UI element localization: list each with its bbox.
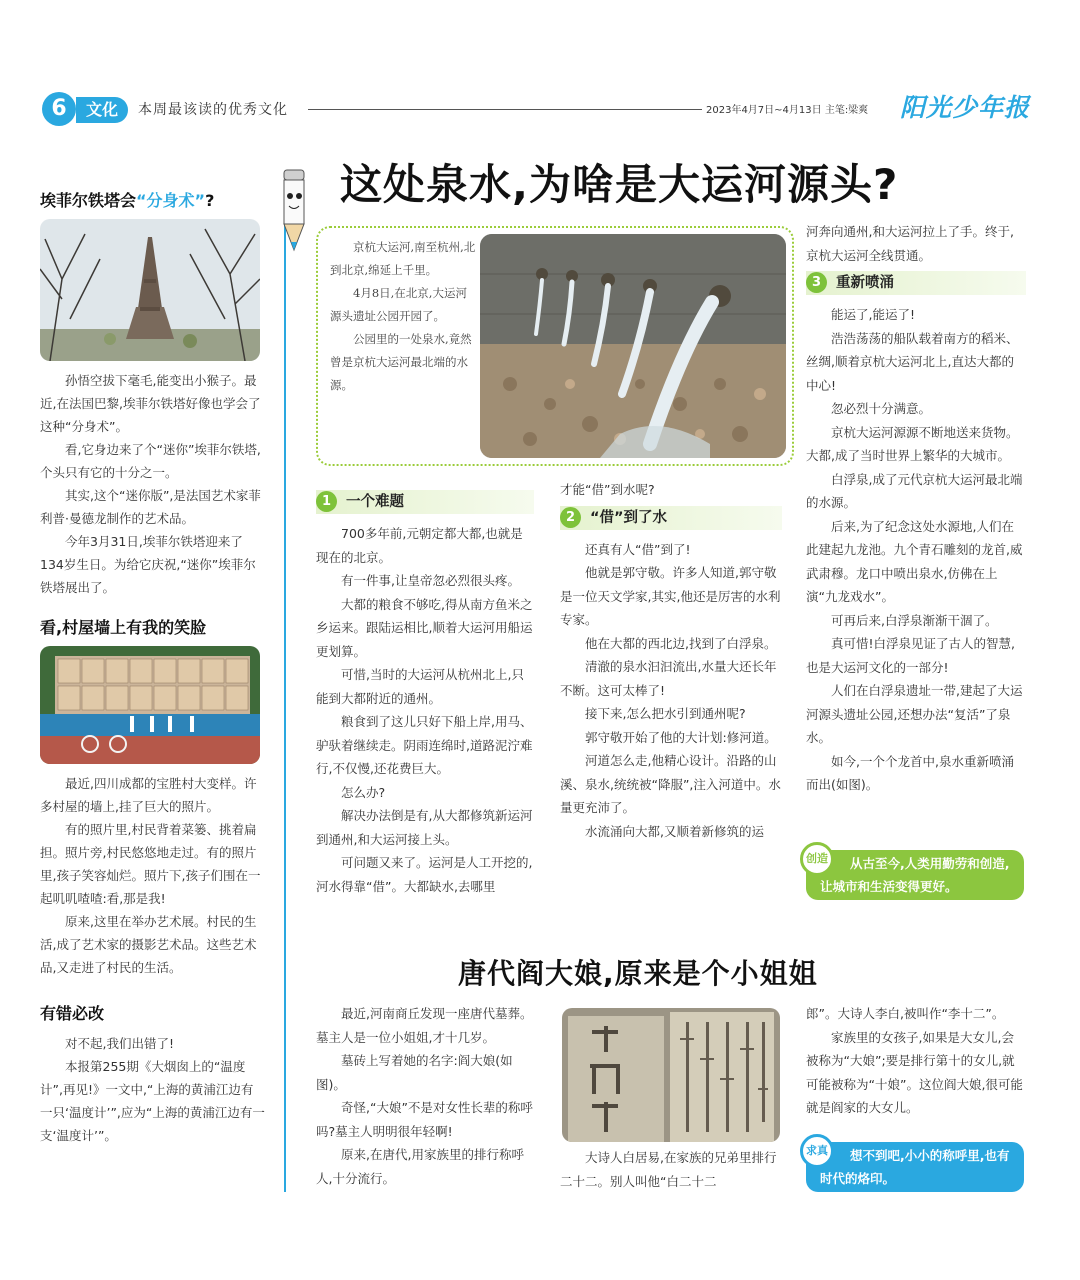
body-paragraph: 郎”。大诗人李白,被叫作“李十二”。 [806,1006,1005,1021]
newspaper-logo: 阳光少年报 [900,93,1031,122]
page-number: 6 [42,92,76,126]
section-tagline: 本周最该读的优秀文化 [138,102,288,118]
body-paragraph: 大都的粮食不够吃,得从南方鱼米之乡运来。跟陆运相比,顺着大运河用船运更划算。 [316,596,533,659]
body-paragraph: 可再后来,白浮泉渐渐干涸了。 [831,612,998,628]
village-paragraph: 有的照片里,村民背着菜篓、挑着扁担。照片旁,村民悠悠地走过。有的照片里,孩子笑容灿烂。照片下,孩子们围在一起叽叽喳喳:看,那是我! [40,822,261,906]
intro-box [316,226,794,466]
body-paragraph: 还真有人“借”到了! [585,541,691,557]
column-divider [284,220,286,1192]
body-paragraph: 他在大都的西北边,找到了白浮泉。 [585,635,777,651]
body-paragraph: 他就是郭守敬。许多人知道,郭守敬是一位天文学家,其实,他还是厉害的水利专家。 [560,565,781,627]
section-1-column [316,486,534,898]
correction-paragraph: 本报第255期《大烟囱上的“温度计”,再见!》一文中,“上海的黄浦江边有一只‘温度计’”,应为“上海的黄浦江边有一支‘温度计’”。 [40,1059,265,1143]
section-number: 1 [316,491,337,512]
body-paragraph: 能运了,能运了! [831,307,915,322]
note-label: 求真 [800,1134,834,1168]
body-paragraph: 可问题又来了。运河是人工开挖的,河水得靠“借”。大都缺水,去哪里 [316,855,533,894]
body-paragraph: 粮食到了这儿只好下船上岸,用马、驴驮着继续走。阴雨连绵时,道路泥泞难行,不仅慢,还花费巨大。 [316,714,533,776]
body-paragraph: 清澈的泉水汩汩流出,水量大还长年不断。这可太棒了! [560,659,777,698]
body-paragraph: 水流涌向大都,又顺着新修筑的运 [585,823,764,839]
body-paragraph: 奇怪,“大娘”不是对女性长辈的称呼吗?墓主人明明很年轻啊! [316,1100,533,1139]
section-number: 3 [806,272,827,293]
body-paragraph: 河道怎么走,他精心设计。沿路的山溪、泉水,统统被“降服”,注入河道中。水量更充沛了。 [560,753,781,815]
body-paragraph: 接下来,怎么把水引到通州呢? [585,706,746,721]
body-paragraph: 后来,为了纪念这处水源地,人们在此建起九龙池。九个青石雕刻的龙首,威武肃穆。龙口中喷出泉水,仿佛在上演“九龙戏水”。 [806,518,1023,604]
body-paragraph: 有一件事,让皇帝忽必烈很头疼。 [341,573,520,588]
eiffel-paragraph: 其实,这个“迷你版”,是法国艺术家菲利普·曼德龙制作的艺术品。 [40,488,261,526]
body-paragraph: 原来,在唐代,用家族里的排行称呼人,十分流行。 [316,1147,524,1186]
village-paragraph: 原来,这里在举办艺术展。村民的生活,成了艺术家的摄影艺术品。这些艺术品,又走进了村民的生活。 [40,914,257,975]
body-paragraph: 真可惜!白浮泉见证了古人的智慧,也是大运河文化的一部分! [806,636,1015,675]
page-header [42,88,1032,128]
intro-text [330,236,478,397]
section-number: 2 [560,507,581,528]
creation-note [806,850,1024,900]
body-paragraph: 京杭大运河源源不断地送来货物。大都,成了当时世界上繁华的大城市。 [806,424,1019,463]
truth-note [806,1142,1024,1192]
note-text: 从古至今,人类用勤劳和创造,让城市和生活变得更好。 [820,856,1010,894]
section-title: “借”到了水 [590,509,668,526]
body-paragraph: 怎么办? [341,784,386,800]
note-text: 想不到吧,小小的称呼里,也有时代的烙印。 [820,1148,1010,1186]
article-title-correction: 有错必改 [40,1004,105,1023]
section-3-heading [806,271,1026,295]
intro-paragraph: 4月8日,在北京,大运河源头遗址公园开园了。 [330,286,467,323]
eiffel-paragraph: 今年3月31日,埃菲尔铁塔迎来了134岁生日。为给它庆祝,“迷你”埃菲尔铁塔展出了。 [40,534,256,595]
body-paragraph: 如今,一个个龙首中,泉水重新喷涌而出(如图)。 [806,753,1014,792]
body-paragraph: 家族里的女孩子,如果是大女儿,会被称为“大娘”;要是排行第十的女儿,就可能被称为“十娘”。这位阎大娘,很可能就是阎家的大女儿。 [806,1029,1023,1115]
body-paragraph: 才能“借”到水呢? [560,482,655,497]
article-title-village: 看,村屋墙上有我的笑脸 [40,618,207,637]
village-wall-photo [40,646,260,764]
tang-column-2 [560,1146,782,1193]
header-rule [308,109,702,110]
body-paragraph: 人们在白浮泉遗址一带,建起了大运河源头遗址公园,还想办法“复活”了泉水。 [806,683,1023,745]
eiffel-paragraph: 看,它身边来了个“迷你”埃菲尔铁塔,个头只有它的十分之一。 [40,442,261,480]
body-paragraph: 忽必烈十分满意。 [831,401,932,416]
main-title: 这处泉水,为啥是大运河源头? [340,160,899,209]
section-3-column [806,220,1026,797]
section-label: 文化 [76,97,128,123]
eiffel-tower-photo [40,219,260,361]
dragon-fountain-photo [480,234,786,458]
body-paragraph: 700多年前,元朝定都大都,也就是现在的北京。 [316,526,523,565]
section-2-heading [560,506,782,530]
section-title: 重新喷涌 [836,275,894,291]
body-paragraph: 河奔向通州,和大运河拉上了手。终于,京杭大运河全线贯通。 [806,224,1014,263]
village-paragraph: 最近,四川成都的宝胜村大变样。许多村屋的墙上,挂了巨大的照片。 [40,776,257,814]
left-column [40,180,265,1147]
second-article-title: 唐代阎大娘,原来是个小姐姐 [458,957,818,990]
body-paragraph: 解决办法倒是有,从大都修筑新运河到通州,和大运河接上头。 [316,808,533,847]
pencil-mascot-icon [277,166,311,256]
body-paragraph: 可惜,当时的大运河从杭州北上,只能到大都附近的通州。 [316,667,524,706]
intro-paragraph: 公园里的一处泉水,竟然曾是京杭大运河最北端的水源。 [330,332,472,392]
note-label: 创造 [800,842,834,876]
section-2-column [560,478,782,843]
body-paragraph: 浩浩荡荡的船队载着南方的稻米、丝绸,顺着京杭大运河北上,直达大都的中心! [806,330,1019,393]
body-paragraph: 郭守敬开始了他的大计划:修河道。 [585,729,777,745]
article-title-eiffel: 埃菲尔铁塔会“分身术”? [40,191,215,210]
eiffel-paragraph: 孙悟空拔下毫毛,能变出小猴子。最近,在法国巴黎,埃菲尔铁塔好像也学会了这种“分身术”。 [40,373,261,434]
body-paragraph: 大诗人白居易,在家族的兄弟里排行二十二。别人叫他“白二十二 [560,1150,777,1189]
tang-column-1 [316,1002,536,1190]
correction-paragraph: 对不起,我们出错了! [65,1036,174,1051]
intro-paragraph: 京杭大运河,南至杭州,北到北京,绵延上千里。 [330,240,476,277]
body-paragraph: 墓砖上写着她的名字:阎大娘(如图)。 [316,1053,513,1092]
body-paragraph: 最近,河南商丘发现一座唐代墓葬。墓主人是一位小姐姐,才十几岁。 [316,1006,533,1045]
body-paragraph: 白浮泉,成了元代京杭大运河最北端的水源。 [806,471,1023,510]
section-title: 一个难题 [346,494,404,510]
issue-date: 2023年4月7日~4月13日 主笔:梁爽 [706,105,869,116]
section-1-heading [316,490,534,514]
tang-column-3 [806,1002,1026,1120]
tomb-brick-photo [562,1008,780,1142]
